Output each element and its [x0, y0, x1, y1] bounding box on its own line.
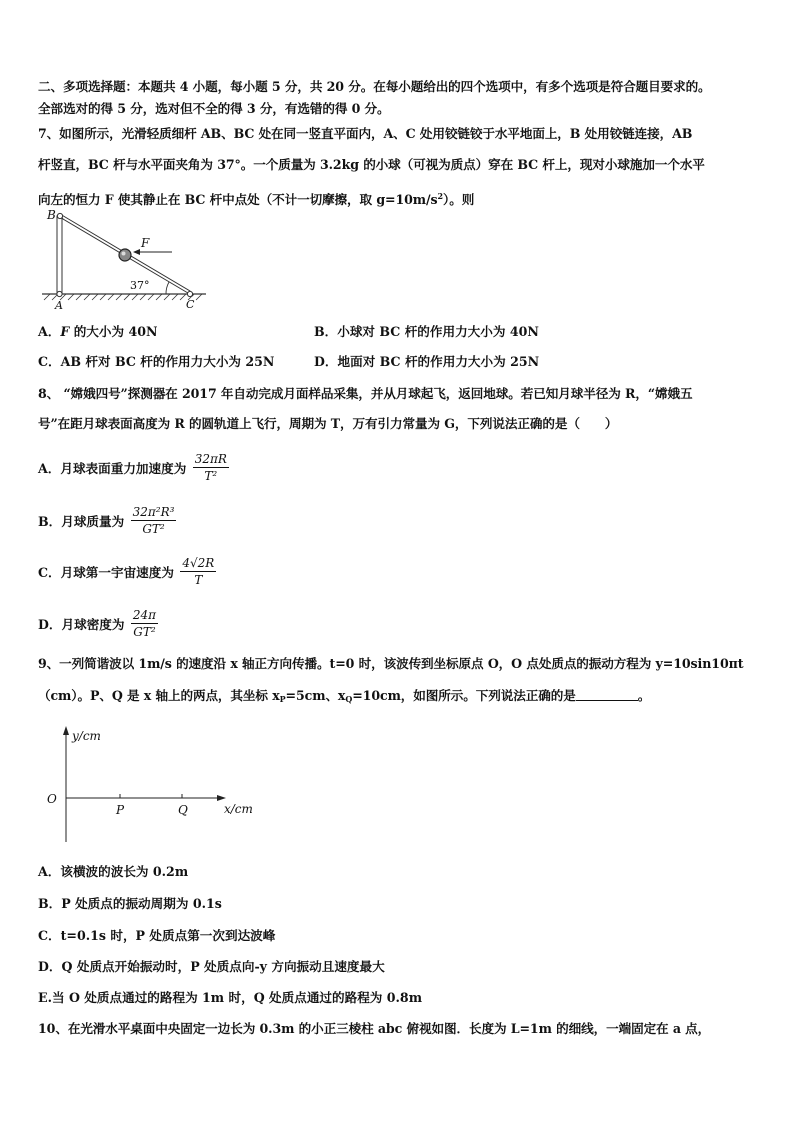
y-axis-label: y/cm [72, 729, 101, 743]
label-angle: 37° [130, 279, 150, 292]
section-heading-line2: 全部选对的得 5 分，选对但不全的得 3 分，有选错的得 0 分。 [38, 101, 390, 116]
q8-option-c[interactable]: C．月球第一宇宙速度为 $\frac{4√2R}{T}$ [38, 556, 215, 587]
label-b: B [47, 208, 56, 222]
q9-option-d[interactable]: D．Q 处质点开始振动时，P 处质点向-y 方向振动且速度最大 [38, 959, 385, 974]
q9-option-b[interactable]: B．P 处质点的振动周期为 0.1s [38, 896, 222, 911]
fraction: $\frac{24\pi}{\text{GT²}}$ [132, 608, 157, 639]
p-label: P [116, 803, 125, 817]
q9-text-line2: （cm）。P、Q 是 x 轴上的两点，其坐标 $x_P=5cm$、$x_Q=10cm$，如图所示。下列说法正确的是 。 [38, 688, 651, 704]
origin-label: O [47, 792, 57, 806]
q7-text-line3: 向左的恒力 F 使其静止在 BC 杆中点处（不计一切摩擦，取 $g=10m/s^2$）。则 [38, 191, 475, 207]
q8-option-b[interactable]: B．月球质量为 $\frac{\text{32π²R³}}{\text{GT²}}$ [38, 505, 175, 536]
q9-text-line1: 9、一列简谐波以 1m/s 的速度沿 x 轴正方向传播。t=0 时，该波传到坐标原点 O，O 点处质点的振动方程为 y=10sin10πt [38, 656, 744, 671]
label-f: F [141, 236, 150, 250]
fraction: $\frac{32\pi R}{\text{T²}}$ [194, 452, 227, 483]
q9-option-e[interactable]: E.当 O 处质点通过的路程为 1m 时，Q 处质点通过的路程为 0.8m [38, 990, 423, 1005]
q7-option-c[interactable]: C．AB 杆对 BC 杆的作用力大小为 25N [38, 354, 275, 369]
q8-option-d[interactable]: D．月球密度为 $\frac{24\pi}{\text{GT²}}$ [38, 608, 157, 639]
q9-option-c[interactable]: C．t=0.1s 时，P 处质点第一次到达波峰 [38, 928, 276, 943]
fraction: $\frac{\text{32π²R³}}{\text{GT²}}$ [132, 505, 175, 536]
q8-text-line1: 8、 “嫦娥四号”探测器在 2017 年自动完成月面样品采集，并从月球起飞，返回地球。若已知月球半径为 R，“嫦娥五 [38, 386, 693, 401]
q7-option-b[interactable]: B．小球对 BC 杆的作用力大小为 40N [314, 324, 539, 339]
q8-text-line2: 号”在距月球表面高度为 R 的圆轨道上飞行，周期为 T，万有引力常量为 G，下列说法正确的是（ ） [38, 416, 618, 431]
q10-text-line1: 10、在光滑水平桌面中央固定一边长为 0.3m 的小正三棱柱 abc 俯视如图．长度为 L=1m 的细线，一端固定在 a 点， [38, 1021, 711, 1036]
label-c: C [186, 298, 195, 311]
x-axis-label: x/cm [224, 802, 253, 816]
label-a: A [55, 299, 63, 312]
q7-text-line2: 杆竖直，BC 杆与水平面夹角为 37°。一个质量为 3.2kg 的小球（可视为质点）穿在 BC 杆上，现对小球施加一个水平 [38, 157, 705, 172]
fraction: $\frac{4√2R}{T}$ [182, 556, 215, 587]
answer-blank[interactable] [576, 688, 638, 701]
section-heading-line1: 二、多项选择题：本题共 4 小题，每小题 5 分，共 20 分。在每小题给出的四个选项中，有多个选项是符合题目要求的。 [38, 79, 711, 94]
q9-option-a[interactable]: A．该横波的波长为 0.2m [38, 864, 189, 879]
q7-option-a[interactable]: A．F 的大小为 40N [38, 324, 158, 339]
q7-option-d[interactable]: D．地面对 BC 杆的作用力大小为 25N [314, 354, 540, 369]
q-label: Q [178, 803, 188, 817]
q8-option-a[interactable]: A．月球表面重力加速度为 $\frac{32\pi R}{\text{T²}}$ [38, 452, 227, 483]
q7-text-line1: 7、如图所示，光滑轻质细杆 AB、BC 处在同一竖直平面内，A、C 处用铰链铰于水平地面上，B 处用铰链连接，AB [38, 126, 693, 141]
